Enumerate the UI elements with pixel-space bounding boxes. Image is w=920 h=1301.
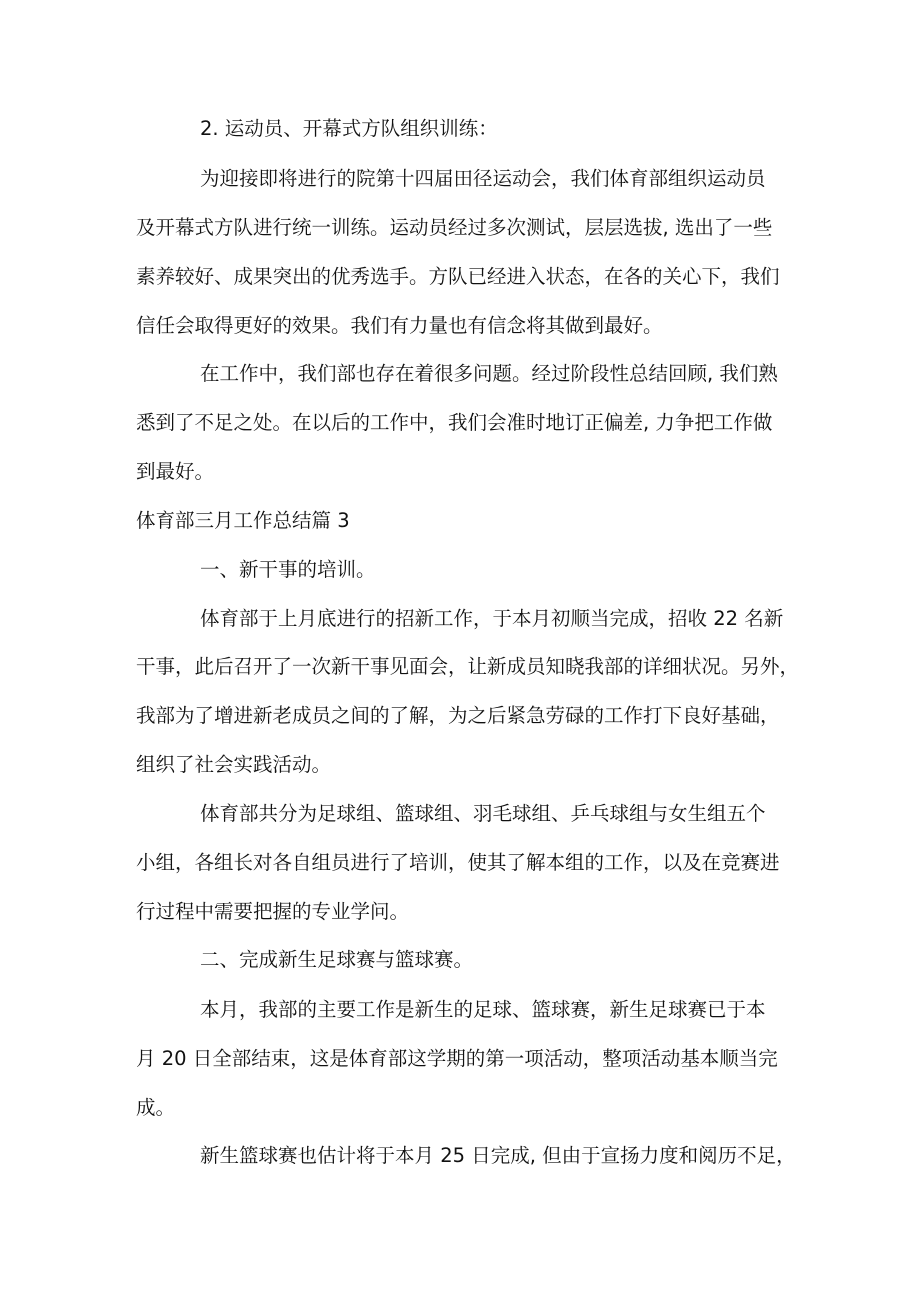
paragraph-line: 组织了社会实践活动。 [136, 753, 332, 776]
paragraph-line: 信任会取得更好的效果。我们有力量也有信念将其做到最好。 [136, 314, 663, 337]
section-heading-matches: 二、完成新生足球赛与篮球赛。 [200, 948, 474, 971]
paragraph-line: 素养较好、成果突出的优秀选手。方队已经进入状态，在各的关心下，我们 [136, 265, 780, 288]
paragraph-line: 在工作中，我们部也存在着很多问题。经过阶段性总结回顾, 我们熟 [200, 362, 778, 385]
paragraph-line: 我部为了增进新老成员之间的了解，为之后紧急劳碌的工作打下良好基础， [136, 704, 780, 727]
paragraph-line: 行过程中需要把握的专业学问。 [136, 900, 410, 923]
paragraph-line: 体育部于上月底进行的招新工作，于本月初顺当完成，招收 22 名新 [200, 607, 784, 630]
paragraph-line: 悉到了不足之处。在以后的工作中，我们会准时地订正偏差, 力争把工作做 [136, 411, 773, 434]
section-heading-athlete-training: 2. 运动员、开幕式方队组织训练： [200, 117, 498, 140]
article-title: 体育部三月工作总结篇 3 [136, 509, 350, 532]
paragraph-line: 干事，此后召开了一次新干事见面会，让新成员知晓我部的详细状况。另外， [136, 655, 800, 678]
paragraph-line: 体育部共分为足球组、篮球组、羽毛球组、乒乓球组与女生组五个 [200, 802, 766, 825]
paragraph-line: 到最好。 [136, 460, 215, 483]
paragraph-line: 及开幕式方队进行统一训练。运动员经过多次测试，层层选拔, 选出了一些 [136, 216, 773, 239]
paragraph-line: 新生篮球赛也估计将于本月 25 日完成, 但由于宣扬力度和阅历不足， [200, 1144, 796, 1167]
paragraph-line: 小组，各组长对各自组员进行了培训，使其了解本组的工作，以及在竞赛进 [136, 851, 780, 874]
paragraph-line: 月 20 日全部结束，这是体育部这学期的第一项活动，整项活动基本顺当完 [136, 1047, 778, 1070]
paragraph-line: 本月，我部的主要工作是新生的足球、篮球赛，新生足球赛已于本 [200, 998, 766, 1021]
paragraph-line: 为迎接即将进行的院第十四届田径运动会，我们体育部组织运动员 [200, 167, 766, 190]
paragraph-line: 成。 [136, 1096, 176, 1119]
section-heading-training: 一、新干事的培训。 [200, 558, 376, 581]
